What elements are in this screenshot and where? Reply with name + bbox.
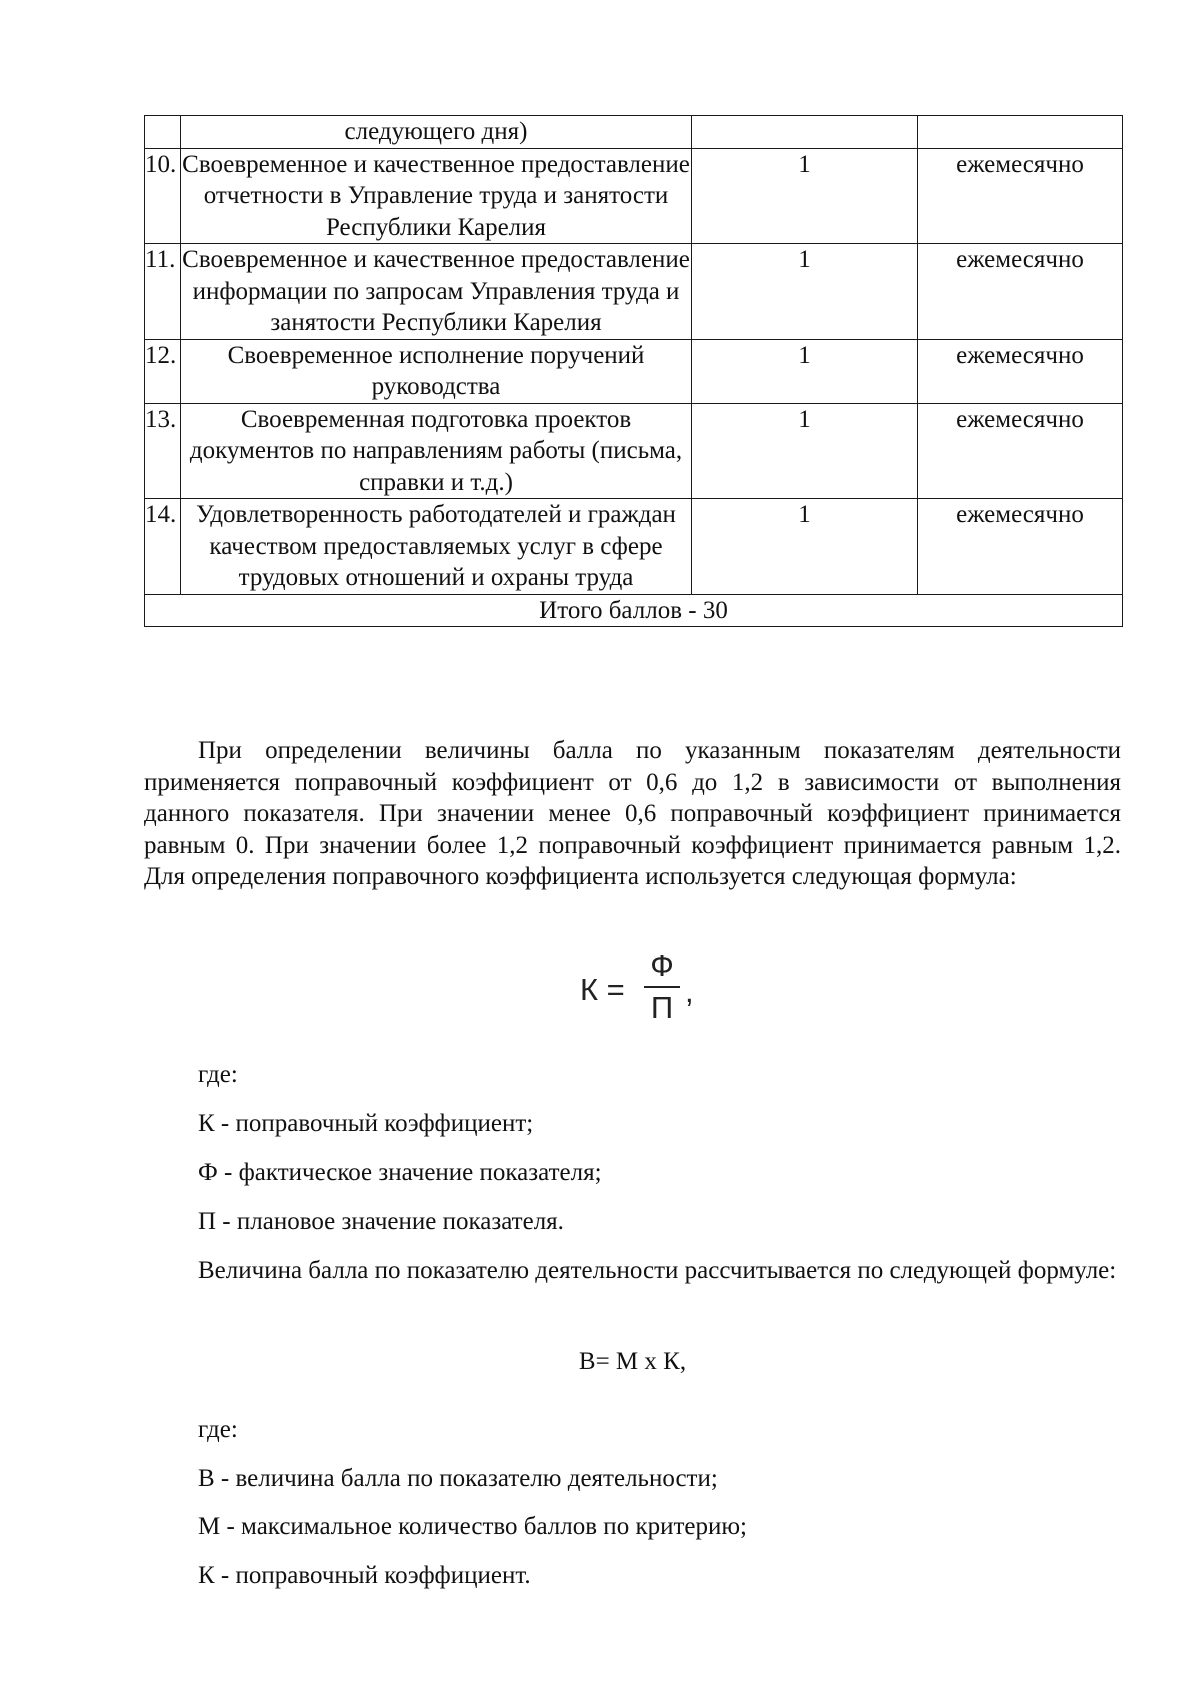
fraction-bar [644,986,680,988]
score-formula: В= М х К, [578,1348,687,1375]
where-label: где: [198,1061,238,1088]
criteria-table [144,115,1123,627]
row-number: 11. [145,244,181,340]
criterion-text: Своевременное и качественное предоставление информации по запросам Управления труда и занятости Республики Карелия [181,244,692,340]
criterion-points: 1 [692,148,918,244]
table-row [145,244,1123,340]
definition-line: П - плановое значение показателя. [198,1208,564,1235]
table-row [145,403,1123,499]
table-row [145,339,1123,403]
criterion-text: Своевременная подготовка проектов документов по направлениям работы (письма, справки и т.д.) [181,403,692,499]
row-number: 10. [145,148,181,244]
score-paragraph: Величина балла по показателю деятельности рассчитывается по следующей формуле: [198,1257,1117,1284]
row-number: 13. [145,403,181,499]
row-number: 12. [145,339,181,403]
criterion-text: Своевременное и качественное предоставление отчетности в Управление труда и занятости Республики Карелия [181,148,692,244]
criterion-period: ежемесячно [918,244,1123,340]
criterion-points: 1 [692,499,918,595]
coefficient-paragraph: При определении величины балла по указанным показателям деятельности применяется поправочный коэффициент от 0,6 до 1,2 в зависимости от выполнения данного показателя. При значении менее 0,6 поправочный коэффициент принимается равным 0. При значении более 1,2 поправочный коэффициент принимается равным 1,2. Для определения поправочного коэффициента используется следующая формула: [144,737,1121,890]
definition-line: М - максимальное количество баллов по критерию; [198,1513,747,1540]
definition-line: Ф - фактическое значение показателя; [198,1159,602,1186]
definition-line: К - поправочный коэффициент; [198,1110,534,1137]
formula-denominator: П [650,990,674,1025]
criterion-points: 1 [692,244,918,340]
criterion-period: ежемесячно [918,499,1123,595]
criterion-text: Своевременное исполнение поручений руководства [181,339,692,403]
total-points: Итого баллов - 30 [145,594,1123,627]
criterion-period [918,116,1123,149]
table-total-row [145,594,1123,627]
definition-line: В - величина балла по показателю деятельности; [198,1465,718,1492]
criterion-points: 1 [692,339,918,403]
where-label: где: [198,1416,238,1443]
criterion-text: следующего дня) [181,116,692,149]
row-number [145,116,181,149]
criterion-period: ежемесячно [918,339,1123,403]
formula-lhs: К = [580,972,625,1007]
formula-comma: , [685,974,694,1009]
definition-line: К - поправочный коэффициент. [198,1562,531,1589]
table-row [145,148,1123,244]
formula-fraction [640,948,684,1026]
table-row [145,499,1123,595]
row-number: 14. [145,499,181,595]
formula-numerator: Ф [650,948,674,983]
table-row [145,116,1123,149]
criterion-period: ежемесячно [918,148,1123,244]
criterion-points [692,116,918,149]
criterion-period: ежемесячно [918,403,1123,499]
criterion-points: 1 [692,403,918,499]
criterion-text: Удовлетворенность работодателей и граждан качеством предоставляемых услуг в сфере трудовых отношений и охраны труда [181,499,692,595]
